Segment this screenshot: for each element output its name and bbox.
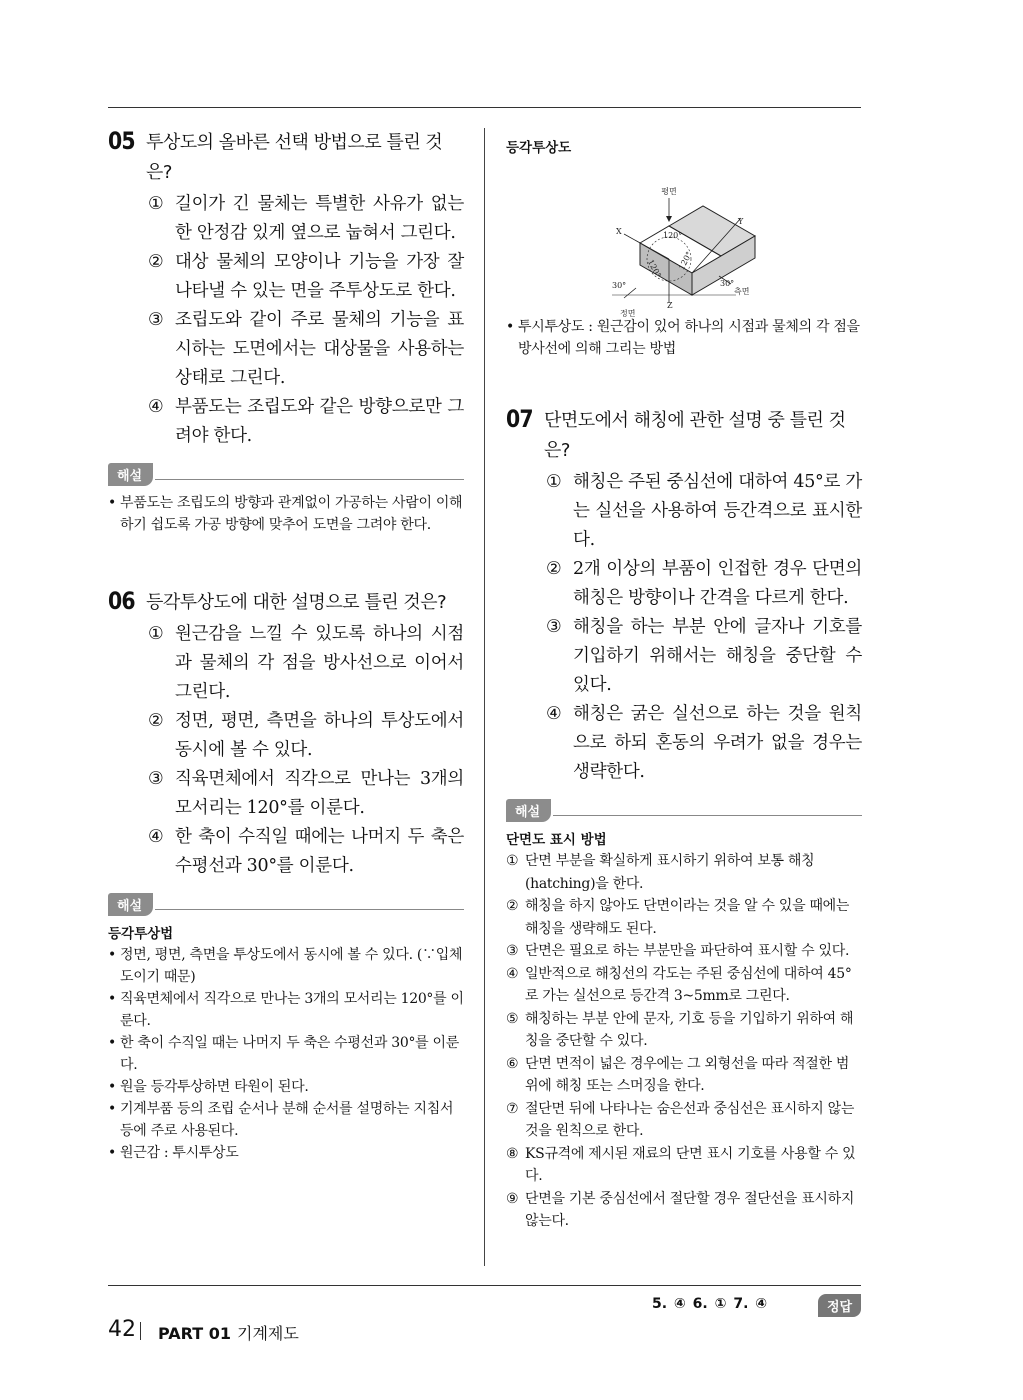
question-05 xyxy=(108,128,464,536)
solution-body xyxy=(506,850,862,1233)
top-view-label: 평면 xyxy=(661,187,677,196)
question-number: 05 xyxy=(108,127,135,155)
angle-label-left: 120° xyxy=(645,258,663,280)
angle-30-left: 30° xyxy=(612,281,627,290)
solution-item: ⑥ 단면 면적이 넓은 경우에는 그 외형선을 따라 적절한 범위에 해칭 또는 스머징을 한다. xyxy=(506,1055,850,1094)
angle-label-top: 120° xyxy=(663,231,683,240)
solution-label: 해설 xyxy=(108,893,464,916)
front-view-label: 정면 xyxy=(620,309,636,318)
solution-item: • 정면, 평면, 측면을 투상도에서 동시에 볼 수 있다. (∵입체도이기 때문) xyxy=(108,947,463,985)
y-axis-label: Y xyxy=(738,217,744,226)
solution-item: • 부품도는 조립도의 방향과 관계없이 가공하는 사람이 이해하기 쉽도록 가공 방향에 맞추어 도면을 그려야 한다. xyxy=(108,495,463,533)
left-column xyxy=(108,128,464,1164)
choice-item: ④ 부품도는 조립도와 같은 방향으로만 그려야 한다. xyxy=(148,397,464,446)
choice-list xyxy=(546,468,862,787)
solution-item: ⑧ KS규격에 제시된 재료의 단면 표시 기호를 사용할 수 있다. xyxy=(506,1145,856,1184)
choice-item: ③ 조립도와 같이 주로 물체의 기능을 표시하는 도면에서는 대상물을 사용하는 상태로 그린다. xyxy=(148,310,464,388)
choice-item: ④ 해칭은 굵은 실선으로 하는 것을 원칙으로 하되 혼동의 우려가 없을 경우는 생략한다. xyxy=(546,704,862,782)
question-number: 07 xyxy=(506,405,533,433)
solution-item: • 원을 등각투상하면 타원이 된다. xyxy=(108,1079,309,1095)
top-view-arrowhead xyxy=(666,216,672,222)
diagram-note: • 투시투상도 : 원근감이 있어 하나의 시점과 물체의 각 점을 방사선에 의해 그리는 방법 xyxy=(506,319,860,357)
bottom-rule xyxy=(108,1285,861,1286)
solution-label: 해설 xyxy=(506,799,862,822)
choice-item: ① 원근감을 느낄 수 있도록 하나의 시점과 물체의 각 점을 방사선으로 이어서 그린다. xyxy=(148,624,464,702)
solution-item: ⑨ 단면을 기본 중심선에서 절단할 경우 절단선을 표시하지 않는다. xyxy=(506,1190,855,1229)
choice-item: ② 2개 이상의 부품이 인접한 경우 단면의 해칭은 방향이나 간격을 다르게 한다. xyxy=(546,559,862,608)
solution-item: • 한 축이 수직일 때는 나머지 두 축은 수평선과 30°를 이룬다. xyxy=(108,1035,459,1073)
solution-item: • 기계부품 등의 조립 순서나 분해 순서를 설명하는 지침서 등에 주로 사용된다. xyxy=(108,1101,454,1139)
solution-heading: 등각투상법 xyxy=(108,926,174,942)
part-title: 기계제도 xyxy=(237,1324,299,1343)
choice-item: ④ 한 축이 수직일 때에는 나머지 두 축은 수평선과 30°를 이룬다. xyxy=(148,827,464,876)
question-number: 06 xyxy=(108,587,135,615)
angle-30-right: 30° xyxy=(720,279,735,288)
solution-item: • 원근감 : 투시투상도 xyxy=(108,1145,239,1161)
solution-item: ⑤ 해칭하는 부분 안에 문자, 기호 등을 기입하기 위하여 해칭을 중단할 수 있다. xyxy=(506,1010,854,1049)
angle-label-right: 120° xyxy=(676,250,694,272)
part-label xyxy=(158,1321,299,1344)
diagram-title: 등각투상도 xyxy=(506,140,572,156)
column-divider xyxy=(484,128,485,1266)
solution-heading: 단면도 표시 방법 xyxy=(506,832,607,848)
choice-list xyxy=(148,190,464,451)
solution-item: ① 단면 부분을 확실하게 표시하기 위하여 보통 해칭(hatching)을 한다. xyxy=(506,853,815,892)
question-text: 등각투상도에 대한 설명으로 틀린 것은? xyxy=(146,592,447,613)
solution-item: • 직육면체에서 직각으로 만나는 3개의 모서리는 120°를 이룬다. xyxy=(108,991,464,1029)
solution-item: ② 해칭을 하지 않아도 단면이라는 것을 알 수 있을 때에는 해칭을 생략해도 된다. xyxy=(506,898,850,937)
choice-item: ③ 해칭을 하는 부분 안에 글자나 기호를 기입하기 위해서는 해칭을 중단할 수 있다. xyxy=(546,617,862,695)
choice-item: ② 대상 물체의 모양이나 기능을 가장 잘 나타낼 수 있는 면을 주투상도로 한다. xyxy=(148,252,464,301)
z-axis-label: Z xyxy=(667,301,673,310)
question-text: 투상도의 올바른 선택 방법으로 틀린 것은? xyxy=(146,132,443,183)
answer-key: 5. ④ 6. ① 7. ④ xyxy=(652,1296,768,1312)
solution-item: ⑦ 절단면 뒤에 나타나는 숨은선과 중심선은 표시하지 않는 것을 원칙으로 한다. xyxy=(506,1100,855,1139)
solution-body xyxy=(108,944,464,1164)
side-view-label: 측면 xyxy=(734,287,750,296)
solution-item: ③ 단면은 필요로 하는 부분만을 파단하여 표시할 수 있다. xyxy=(506,943,850,959)
choice-item: ③ 직육면체에서 직각으로 만나는 3개의 모서리는 120°를 이룬다. xyxy=(148,769,464,818)
question-text: 단면도에서 해칭에 관한 설명 중 틀린 것은? xyxy=(544,410,846,461)
page-number: 42 xyxy=(108,1317,136,1342)
question-07 xyxy=(506,406,862,1233)
answer-label: 정답 xyxy=(818,1294,861,1317)
solution-item: ④ 일반적으로 해칭선의 각도는 주된 중심선에 대하여 45°로 가는 실선으로 등간격 3~5mm로 그린다. xyxy=(506,965,852,1004)
part-number: PART 01 xyxy=(158,1324,231,1343)
x-axis-label: X xyxy=(616,227,622,236)
isometric-diagram xyxy=(506,158,862,318)
choice-item: ① 길이가 긴 물체는 특별한 사유가 없는 한 안정감 있게 옆으로 눕혀서 그린다. xyxy=(148,194,464,243)
choice-item: ② 정면, 평면, 측면을 하나의 투상도에서 동시에 볼 수 있다. xyxy=(148,711,464,760)
footer-separator xyxy=(140,1322,141,1340)
right-column xyxy=(506,128,862,1233)
choice-item: ① 해칭은 주된 중심선에 대하여 45°로 가는 실선을 사용하여 등간격으로 표시한다. xyxy=(546,472,862,550)
question-06 xyxy=(108,588,464,1164)
solution-body xyxy=(108,492,464,536)
choice-list xyxy=(148,620,464,881)
top-rule xyxy=(108,107,861,108)
solution-label: 해설 xyxy=(108,463,464,486)
